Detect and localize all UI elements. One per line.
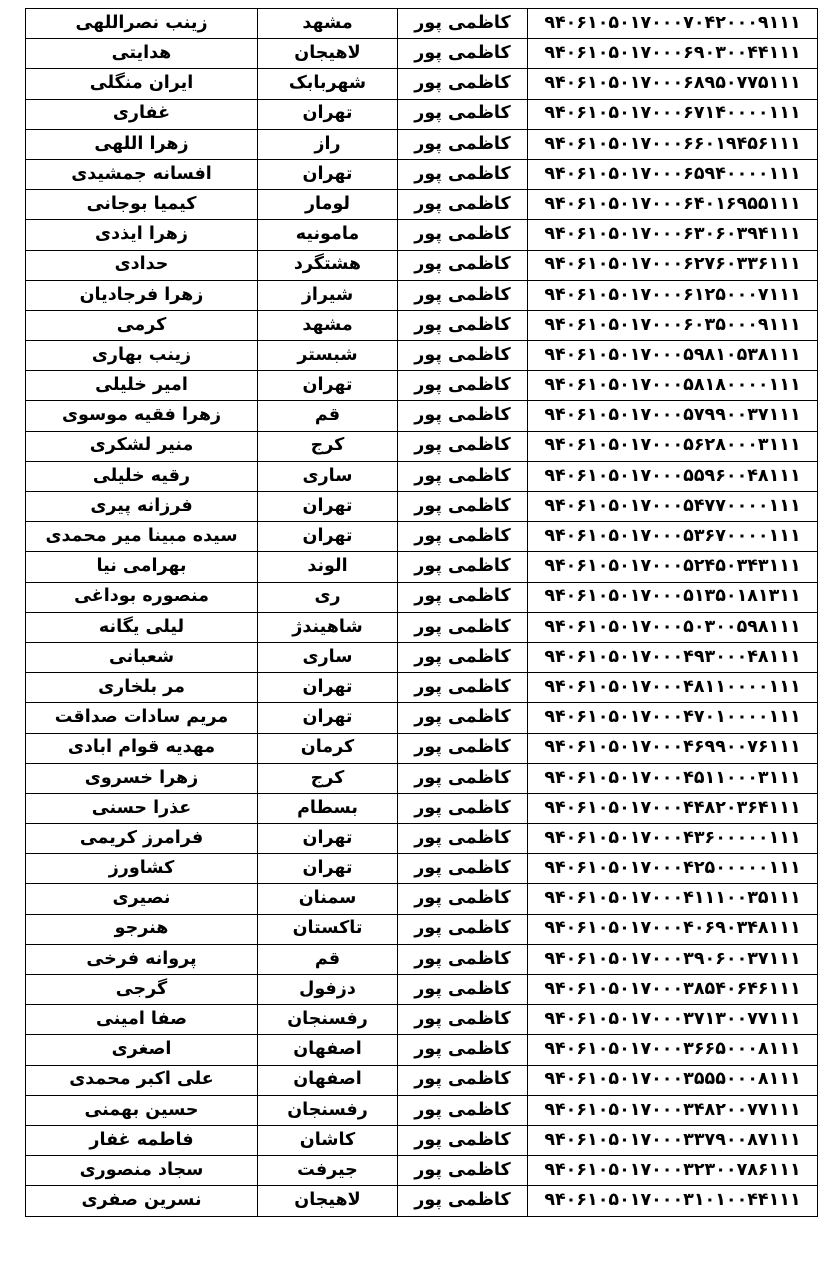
account-code-cell: ۹۴۰۶۱۰۵۰۱۷۰۰۰۴۱۱۱۰۰۳۵۱۱۱ — [528, 884, 818, 914]
account-code-cell: ۹۴۰۶۱۰۵۰۱۷۰۰۰۴۳۶۰۰۰۰۰۱۱۱ — [528, 824, 818, 854]
account-code-cell: ۹۴۰۶۱۰۵۰۱۷۰۰۰۶۹۰۳۰۰۴۴۱۱۱ — [528, 39, 818, 69]
person-name-cell: زهرا فرجادیان — [26, 280, 258, 310]
table-row — [26, 763, 818, 793]
table-row — [26, 793, 818, 823]
account-code-cell: ۹۴۰۶۱۰۵۰۱۷۰۰۰۴۸۱۱۰۰۰۰۱۱۱ — [528, 673, 818, 703]
family-cell: کاظمی پور — [398, 69, 528, 99]
person-name-cell: مهدیه قوام ابادی — [26, 733, 258, 763]
person-name-cell: زهرا اللهی — [26, 129, 258, 159]
account-code-cell: ۹۴۰۶۱۰۵۰۱۷۰۰۰۵۰۳۰۰۵۹۸۱۱۱ — [528, 612, 818, 642]
family-cell: کاظمی پور — [398, 582, 528, 612]
family-cell: کاظمی پور — [398, 1186, 528, 1216]
table-row — [26, 341, 818, 371]
table-row — [26, 250, 818, 280]
table-row — [26, 461, 818, 491]
table-row — [26, 1156, 818, 1186]
table-row — [26, 9, 818, 39]
family-cell: کاظمی پور — [398, 431, 528, 461]
person-name-cell: نسرین صفری — [26, 1186, 258, 1216]
city-cell: مشهد — [258, 9, 398, 39]
account-code-cell: ۹۴۰۶۱۰۵۰۱۷۰۰۰۶۲۷۶۰۳۳۶۱۱۱ — [528, 250, 818, 280]
family-cell: کاظمی پور — [398, 159, 528, 189]
person-name-cell: کیمیا بوجانی — [26, 190, 258, 220]
table-row — [26, 310, 818, 340]
table-row — [26, 944, 818, 974]
city-cell: شیراز — [258, 280, 398, 310]
person-name-cell: حدادی — [26, 250, 258, 280]
person-name-cell: مریم سادات صداقت — [26, 703, 258, 733]
city-cell: تهران — [258, 492, 398, 522]
city-cell: مشهد — [258, 310, 398, 340]
table-row — [26, 552, 818, 582]
person-name-cell: زهرا خسروی — [26, 763, 258, 793]
account-code-cell: ۹۴۰۶۱۰۵۰۱۷۰۰۰۴۰۶۹۰۳۴۸۱۱۱ — [528, 914, 818, 944]
person-name-cell: سجاد منصوری — [26, 1156, 258, 1186]
city-cell: تهران — [258, 703, 398, 733]
person-name-cell: زهرا ایذدی — [26, 220, 258, 250]
city-cell: تهران — [258, 99, 398, 129]
family-cell: کاظمی پور — [398, 1156, 528, 1186]
city-cell: تهران — [258, 159, 398, 189]
account-code-cell: ۹۴۰۶۱۰۵۰۱۷۰۰۰۴۶۹۹۰۰۷۶۱۱۱ — [528, 733, 818, 763]
account-code-cell: ۹۴۰۶۱۰۵۰۱۷۰۰۰۷۰۴۲۰۰۰۹۱۱۱ — [528, 9, 818, 39]
account-code-cell: ۹۴۰۶۱۰۵۰۱۷۰۰۰۵۱۳۵۰۱۸۱۳۱۱ — [528, 582, 818, 612]
family-cell: کاظمی پور — [398, 552, 528, 582]
city-cell: قم — [258, 944, 398, 974]
family-cell: کاظمی پور — [398, 250, 528, 280]
family-cell: کاظمی پور — [398, 733, 528, 763]
table-row — [26, 371, 818, 401]
person-name-cell: زینب بهاری — [26, 341, 258, 371]
account-code-cell: ۹۴۰۶۱۰۵۰۱۷۰۰۰۴۵۱۱۰۰۰۳۱۱۱ — [528, 763, 818, 793]
family-cell: کاظمی پور — [398, 220, 528, 250]
family-cell: کاظمی پور — [398, 824, 528, 854]
family-cell: کاظمی پور — [398, 39, 528, 69]
city-cell: تهران — [258, 522, 398, 552]
family-cell: کاظمی پور — [398, 1125, 528, 1155]
table-row — [26, 492, 818, 522]
table-row — [26, 854, 818, 884]
person-name-cell: ایران منگلی — [26, 69, 258, 99]
account-code-cell: ۹۴۰۶۱۰۵۰۱۷۰۰۰۴۴۸۲۰۳۶۴۱۱۱ — [528, 793, 818, 823]
account-code-cell: ۹۴۰۶۱۰۵۰۱۷۰۰۰۶۰۳۵۰۰۰۹۱۱۱ — [528, 310, 818, 340]
city-cell: شبستر — [258, 341, 398, 371]
person-name-cell: رقیه خلیلی — [26, 461, 258, 491]
person-name-cell: پروانه فرخی — [26, 944, 258, 974]
city-cell: تاکستان — [258, 914, 398, 944]
person-name-cell: زینب نصراللهی — [26, 9, 258, 39]
family-cell: کاظمی پور — [398, 703, 528, 733]
account-code-cell: ۹۴۰۶۱۰۵۰۱۷۰۰۰۵۴۷۷۰۰۰۰۱۱۱ — [528, 492, 818, 522]
account-code-cell: ۹۴۰۶۱۰۵۰۱۷۰۰۰۶۵۹۴۰۰۰۰۱۱۱ — [528, 159, 818, 189]
city-cell: ساری — [258, 461, 398, 491]
account-code-cell: ۹۴۰۶۱۰۵۰۱۷۰۰۰۳۴۸۲۰۰۷۷۱۱۱ — [528, 1095, 818, 1125]
family-cell: کاظمی پور — [398, 1065, 528, 1095]
table-row — [26, 733, 818, 763]
city-cell: الوند — [258, 552, 398, 582]
table-row — [26, 401, 818, 431]
family-cell: کاظمی پور — [398, 944, 528, 974]
city-cell: قم — [258, 401, 398, 431]
person-name-cell: بهرامی نیا — [26, 552, 258, 582]
table-row — [26, 703, 818, 733]
city-cell: سمنان — [258, 884, 398, 914]
person-name-cell: حسین بهمنی — [26, 1095, 258, 1125]
account-code-cell: ۹۴۰۶۱۰۵۰۱۷۰۰۰۶۸۹۵۰۷۷۵۱۱۱ — [528, 69, 818, 99]
table-row — [26, 1125, 818, 1155]
account-code-cell: ۹۴۰۶۱۰۵۰۱۷۰۰۰۳۶۶۵۰۰۰۸۱۱۱ — [528, 1035, 818, 1065]
table-row — [26, 280, 818, 310]
table-row — [26, 39, 818, 69]
table-row — [26, 1095, 818, 1125]
family-cell: کاظمی پور — [398, 612, 528, 642]
city-cell: اصفهان — [258, 1035, 398, 1065]
city-cell: دزفول — [258, 975, 398, 1005]
table-row — [26, 431, 818, 461]
table-row — [26, 159, 818, 189]
person-name-cell: هدایتی — [26, 39, 258, 69]
account-code-cell: ۹۴۰۶۱۰۵۰۱۷۰۰۰۶۷۱۴۰۰۰۰۱۱۱ — [528, 99, 818, 129]
account-code-cell: ۹۴۰۶۱۰۵۰۱۷۰۰۰۳۵۵۵۰۰۰۸۱۱۱ — [528, 1065, 818, 1095]
city-cell: لومار — [258, 190, 398, 220]
family-cell: کاظمی پور — [398, 190, 528, 220]
account-code-cell: ۹۴۰۶۱۰۵۰۱۷۰۰۰۳۹۰۶۰۰۳۷۱۱۱ — [528, 944, 818, 974]
family-cell: کاظمی پور — [398, 1035, 528, 1065]
table-row — [26, 522, 818, 552]
city-cell: رفسنجان — [258, 1095, 398, 1125]
family-cell: کاظمی پور — [398, 673, 528, 703]
family-cell: کاظمی پور — [398, 763, 528, 793]
family-cell: کاظمی پور — [398, 522, 528, 552]
account-code-cell: ۹۴۰۶۱۰۵۰۱۷۰۰۰۳۱۰۱۰۰۴۴۱۱۱ — [528, 1186, 818, 1216]
account-code-cell: ۹۴۰۶۱۰۵۰۱۷۰۰۰۴۷۰۱۰۰۰۰۱۱۱ — [528, 703, 818, 733]
account-code-cell: ۹۴۰۶۱۰۵۰۱۷۰۰۰۵۶۲۸۰۰۰۳۱۱۱ — [528, 431, 818, 461]
city-cell: اصفهان — [258, 1065, 398, 1095]
city-cell: مامونیه — [258, 220, 398, 250]
family-cell: کاظمی پور — [398, 854, 528, 884]
account-code-cell: ۹۴۰۶۱۰۵۰۱۷۰۰۰۶۴۰۱۶۹۵۵۱۱۱ — [528, 190, 818, 220]
family-cell: کاظمی پور — [398, 280, 528, 310]
records-table — [25, 8, 818, 1217]
family-cell: کاظمی پور — [398, 1005, 528, 1035]
city-cell: کرج — [258, 763, 398, 793]
account-code-cell: ۹۴۰۶۱۰۵۰۱۷۰۰۰۳۷۱۳۰۰۷۷۱۱۱ — [528, 1005, 818, 1035]
family-cell: کاظمی پور — [398, 1095, 528, 1125]
family-cell: کاظمی پور — [398, 129, 528, 159]
person-name-cell: نصیری — [26, 884, 258, 914]
city-cell: کاشان — [258, 1125, 398, 1155]
city-cell: کرج — [258, 431, 398, 461]
account-code-cell: ۹۴۰۶۱۰۵۰۱۷۰۰۰۳۸۵۴۰۶۴۶۱۱۱ — [528, 975, 818, 1005]
person-name-cell: کشاورز — [26, 854, 258, 884]
table-row — [26, 642, 818, 672]
family-cell: کاظمی پور — [398, 371, 528, 401]
person-name-cell: علی اکبر محمدی — [26, 1065, 258, 1095]
person-name-cell: صفا امینی — [26, 1005, 258, 1035]
city-cell: بسطام — [258, 793, 398, 823]
table-row — [26, 914, 818, 944]
family-cell: کاظمی پور — [398, 793, 528, 823]
person-name-cell: امیر خلیلی — [26, 371, 258, 401]
city-cell: ری — [258, 582, 398, 612]
city-cell: لاهیجان — [258, 1186, 398, 1216]
table-row — [26, 190, 818, 220]
city-cell: جیرفت — [258, 1156, 398, 1186]
table-row — [26, 824, 818, 854]
person-name-cell: فرزانه پیری — [26, 492, 258, 522]
table-row — [26, 69, 818, 99]
person-name-cell: عذرا حسنی — [26, 793, 258, 823]
city-cell: رفسنجان — [258, 1005, 398, 1035]
table-row — [26, 582, 818, 612]
person-name-cell: اصغری — [26, 1035, 258, 1065]
table-row — [26, 612, 818, 642]
person-name-cell: سیده مبینا میر محمدی — [26, 522, 258, 552]
account-code-cell: ۹۴۰۶۱۰۵۰۱۷۰۰۰۵۸۱۸۰۰۰۰۱۱۱ — [528, 371, 818, 401]
family-cell: کاظمی پور — [398, 341, 528, 371]
person-name-cell: فرامرز کریمی — [26, 824, 258, 854]
account-code-cell: ۹۴۰۶۱۰۵۰۱۷۰۰۰۵۵۹۶۰۰۴۸۱۱۱ — [528, 461, 818, 491]
account-code-cell: ۹۴۰۶۱۰۵۰۱۷۰۰۰۳۲۳۰۰۷۸۶۱۱۱ — [528, 1156, 818, 1186]
records-table-body — [26, 9, 818, 1217]
person-name-cell: کرمی — [26, 310, 258, 340]
city-cell: لاهیجان — [258, 39, 398, 69]
table-row — [26, 1035, 818, 1065]
person-name-cell: مر بلخاری — [26, 673, 258, 703]
family-cell: کاظمی پور — [398, 401, 528, 431]
person-name-cell: غفاری — [26, 99, 258, 129]
family-cell: کاظمی پور — [398, 642, 528, 672]
family-cell: کاظمی پور — [398, 492, 528, 522]
person-name-cell: افسانه جمشیدی — [26, 159, 258, 189]
city-cell: کرمان — [258, 733, 398, 763]
city-cell: تهران — [258, 673, 398, 703]
table-row — [26, 1065, 818, 1095]
person-name-cell: فاطمه غفار — [26, 1125, 258, 1155]
table-row — [26, 884, 818, 914]
city-cell: شاهیندژ — [258, 612, 398, 642]
person-name-cell: منیر لشکری — [26, 431, 258, 461]
city-cell: راز — [258, 129, 398, 159]
person-name-cell: زهرا فقیه موسوی — [26, 401, 258, 431]
account-code-cell: ۹۴۰۶۱۰۵۰۱۷۰۰۰۴۲۵۰۰۰۰۰۱۱۱ — [528, 854, 818, 884]
account-code-cell: ۹۴۰۶۱۰۵۰۱۷۰۰۰۵۷۹۹۰۰۳۷۱۱۱ — [528, 401, 818, 431]
account-code-cell: ۹۴۰۶۱۰۵۰۱۷۰۰۰۵۳۶۷۰۰۰۰۱۱۱ — [528, 522, 818, 552]
family-cell: کاظمی پور — [398, 310, 528, 340]
family-cell: کاظمی پور — [398, 914, 528, 944]
family-cell: کاظمی پور — [398, 99, 528, 129]
account-code-cell: ۹۴۰۶۱۰۵۰۱۷۰۰۰۵۲۴۵۰۳۴۳۱۱۱ — [528, 552, 818, 582]
family-cell: کاظمی پور — [398, 975, 528, 1005]
account-code-cell: ۹۴۰۶۱۰۵۰۱۷۰۰۰۶۳۰۶۰۳۹۴۱۱۱ — [528, 220, 818, 250]
table-row — [26, 129, 818, 159]
account-code-cell: ۹۴۰۶۱۰۵۰۱۷۰۰۰۳۳۷۹۰۰۸۷۱۱۱ — [528, 1125, 818, 1155]
city-cell: تهران — [258, 371, 398, 401]
city-cell: ساری — [258, 642, 398, 672]
city-cell: تهران — [258, 854, 398, 884]
family-cell: کاظمی پور — [398, 461, 528, 491]
person-name-cell: منصوره بوداغی — [26, 582, 258, 612]
city-cell: هشتگرد — [258, 250, 398, 280]
account-code-cell: ۹۴۰۶۱۰۵۰۱۷۰۰۰۶۱۲۵۰۰۰۷۱۱۱ — [528, 280, 818, 310]
account-code-cell: ۹۴۰۶۱۰۵۰۱۷۰۰۰۴۹۳۰۰۰۴۸۱۱۱ — [528, 642, 818, 672]
table-row — [26, 99, 818, 129]
person-name-cell: شعبانی — [26, 642, 258, 672]
table-row — [26, 1186, 818, 1216]
table-row — [26, 220, 818, 250]
table-row — [26, 975, 818, 1005]
account-code-cell: ۹۴۰۶۱۰۵۰۱۷۰۰۰۵۹۸۱۰۵۳۸۱۱۱ — [528, 341, 818, 371]
table-row — [26, 673, 818, 703]
table-row — [26, 1005, 818, 1035]
person-name-cell: هنرجو — [26, 914, 258, 944]
family-cell: کاظمی پور — [398, 9, 528, 39]
city-cell: تهران — [258, 824, 398, 854]
person-name-cell: گرجی — [26, 975, 258, 1005]
city-cell: شهربابک — [258, 69, 398, 99]
family-cell: کاظمی پور — [398, 884, 528, 914]
account-code-cell: ۹۴۰۶۱۰۵۰۱۷۰۰۰۶۶۰۱۹۴۵۶۱۱۱ — [528, 129, 818, 159]
person-name-cell: لیلی یگانه — [26, 612, 258, 642]
